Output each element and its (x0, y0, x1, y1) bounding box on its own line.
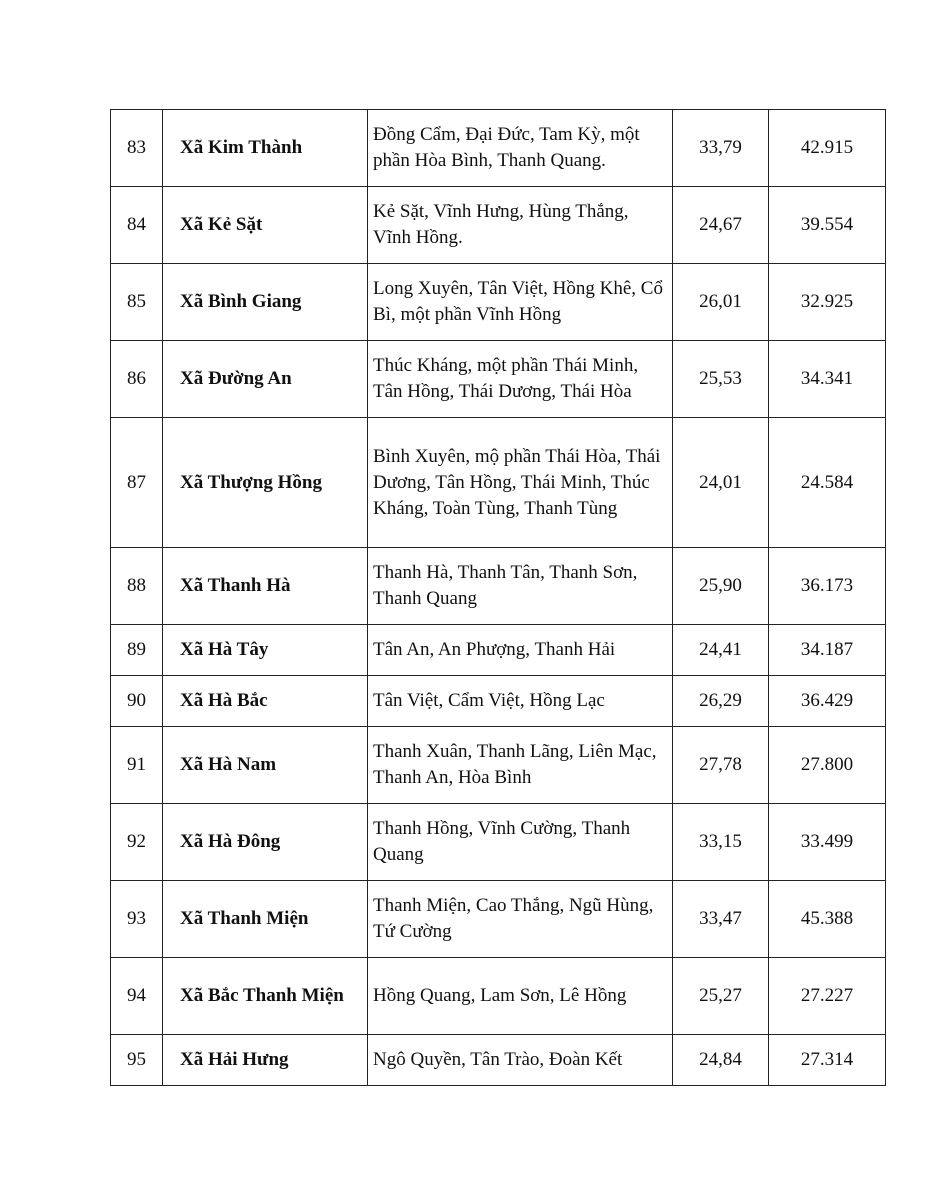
row-number: 83 (111, 110, 163, 187)
table-row (111, 418, 886, 548)
row-number: 87 (111, 418, 163, 548)
table-row (111, 881, 886, 958)
table-row (111, 625, 886, 676)
table-row (111, 110, 886, 187)
area-value: 27,78 (673, 727, 769, 804)
table-row (111, 264, 886, 341)
commune-name: Xã Hà Tây (163, 625, 368, 676)
row-number: 84 (111, 187, 163, 264)
merged-units: Ngô Quyền, Tân Trào, Đoàn Kết (368, 1035, 673, 1086)
area-value: 24,84 (673, 1035, 769, 1086)
merged-units: Thanh Hồng, Vĩnh Cường, Thanh Quang (368, 804, 673, 881)
population-value: 32.925 (769, 264, 886, 341)
table-row (111, 548, 886, 625)
commune-name: Xã Hà Nam (163, 727, 368, 804)
table-row (111, 804, 886, 881)
commune-name: Xã Bình Giang (163, 264, 368, 341)
commune-name: Xã Hà Bắc (163, 676, 368, 727)
merged-units: Tân Việt, Cẩm Việt, Hồng Lạc (368, 676, 673, 727)
commune-name: Xã Thượng Hồng (163, 418, 368, 548)
area-value: 24,41 (673, 625, 769, 676)
row-number: 88 (111, 548, 163, 625)
area-value: 25,27 (673, 958, 769, 1035)
row-number: 94 (111, 958, 163, 1035)
population-value: 27.800 (769, 727, 886, 804)
population-value: 42.915 (769, 110, 886, 187)
population-value: 24.584 (769, 418, 886, 548)
area-value: 24,67 (673, 187, 769, 264)
area-value: 26,29 (673, 676, 769, 727)
row-number: 86 (111, 341, 163, 418)
row-number: 91 (111, 727, 163, 804)
table-row (111, 958, 886, 1035)
row-number: 93 (111, 881, 163, 958)
area-value: 33,47 (673, 881, 769, 958)
row-number: 90 (111, 676, 163, 727)
commune-table (110, 109, 886, 1086)
population-value: 36.173 (769, 548, 886, 625)
row-number: 92 (111, 804, 163, 881)
area-value: 26,01 (673, 264, 769, 341)
row-number: 85 (111, 264, 163, 341)
table-row (111, 341, 886, 418)
merged-units: Thanh Xuân, Thanh Lãng, Liên Mạc, Thanh An, Hòa Bình (368, 727, 673, 804)
commune-name: Xã Thanh Miện (163, 881, 368, 958)
area-value: 24,01 (673, 418, 769, 548)
population-value: 36.429 (769, 676, 886, 727)
commune-name: Xã Kẻ Sặt (163, 187, 368, 264)
commune-name: Xã Hải Hưng (163, 1035, 368, 1086)
merged-units: Thanh Hà, Thanh Tân, Thanh Sơn, Thanh Quang (368, 548, 673, 625)
merged-units: Thanh Miện, Cao Thắng, Ngũ Hùng, Tứ Cường (368, 881, 673, 958)
population-value: 27.314 (769, 1035, 886, 1086)
commune-name: Xã Bắc Thanh Miện (163, 958, 368, 1035)
population-value: 27.227 (769, 958, 886, 1035)
area-value: 25,90 (673, 548, 769, 625)
area-value: 33,79 (673, 110, 769, 187)
table-row (111, 727, 886, 804)
table-row (111, 676, 886, 727)
merged-units: Đồng Cẩm, Đại Đức, Tam Kỳ, một phần Hòa Bình, Thanh Quang. (368, 110, 673, 187)
table-row (111, 1035, 886, 1086)
commune-name: Xã Thanh Hà (163, 548, 368, 625)
population-value: 39.554 (769, 187, 886, 264)
population-value: 34.341 (769, 341, 886, 418)
commune-name: Xã Kim Thành (163, 110, 368, 187)
area-value: 25,53 (673, 341, 769, 418)
merged-units: Kẻ Sặt, Vĩnh Hưng, Hùng Thắng, Vĩnh Hồng. (368, 187, 673, 264)
merged-units: Long Xuyên, Tân Việt, Hồng Khê, Cổ Bì, một phần Vĩnh Hồng (368, 264, 673, 341)
area-value: 33,15 (673, 804, 769, 881)
population-value: 33.499 (769, 804, 886, 881)
merged-units: Thúc Kháng, một phần Thái Minh, Tân Hồng, Thái Dương, Thái Hòa (368, 341, 673, 418)
commune-name: Xã Hà Đông (163, 804, 368, 881)
merged-units: Bình Xuyên, mộ phần Thái Hòa, Thái Dương, Tân Hồng, Thái Minh, Thúc Kháng, Toàn Tùng, Thanh Tùng (368, 418, 673, 548)
table-row (111, 187, 886, 264)
merged-units: Tân An, An Phượng, Thanh Hải (368, 625, 673, 676)
commune-name: Xã Đường An (163, 341, 368, 418)
row-number: 95 (111, 1035, 163, 1086)
merged-units: Hồng Quang, Lam Sơn, Lê Hồng (368, 958, 673, 1035)
population-value: 45.388 (769, 881, 886, 958)
row-number: 89 (111, 625, 163, 676)
population-value: 34.187 (769, 625, 886, 676)
